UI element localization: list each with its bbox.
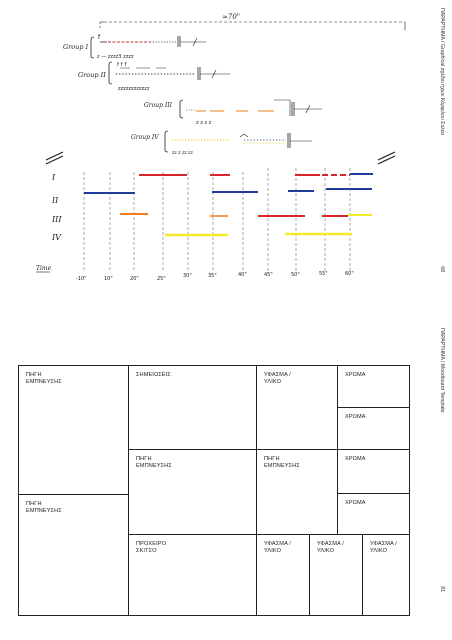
cell-label: ΣΗΜΕΙΩΣΕΙΣ	[136, 372, 171, 378]
cell-label: ΠΗΓΗ ΕΜΠΝΕΥΣΗΣ	[26, 501, 62, 514]
cell-label: ΧΡΩΜΑ	[345, 414, 366, 420]
group-4-sub: zz z zz zz	[172, 151, 193, 156]
group-2-sub: zzzzzzzzzzzz	[118, 86, 150, 92]
page-number: 68	[439, 266, 445, 272]
caption-title: ΠΑΡΑΡΤΗΜΑ / Graphical σχέδιο ήχων Κόρφιλου Σολέα	[439, 8, 445, 136]
cell-label: ΥΦΑΣΜΑ / ΥΛΙΚΟ	[264, 541, 291, 554]
cell-label: ΠΗΓΗ ΕΜΠΝΕΥΣΗΣ	[26, 372, 62, 385]
cell-label: ΥΦΑΣΜΑ / ΥΛΙΚΟ	[264, 372, 291, 385]
time-tick-9: 50"	[291, 272, 300, 278]
group-4-label: Group IV	[131, 134, 159, 141]
time-tick-3: 20"	[130, 276, 139, 282]
svg-text:f: f	[98, 34, 101, 41]
cell-label: ΥΦΑΣΜΑ / ΥΛΙΚΟ	[370, 541, 397, 554]
cell-label: ΥΦΑΣΜΑ / ΥΛΙΚΟ	[317, 541, 344, 554]
group-1-sub: z — zzzz3 zzzz	[97, 54, 134, 60]
timing-mark: ≈70"	[222, 13, 240, 21]
voice-label-1: I	[52, 173, 56, 182]
group-3-sub: z z z z	[196, 120, 212, 126]
page-number: 81	[439, 586, 445, 592]
time-tick-10: 55"	[319, 271, 328, 277]
moodboard-grid	[0, 320, 452, 640]
group-2-label: Group II	[78, 71, 106, 79]
notes-cell	[128, 365, 257, 450]
inspiration-source-cell	[128, 449, 257, 535]
time-label: Time	[36, 265, 52, 272]
time-tick-7: 40"	[238, 272, 247, 278]
cell-label: ΠΗΓΗ ΕΜΠΝΕΥΣΗΣ	[136, 456, 172, 469]
time-tick-4: 25"	[157, 276, 166, 282]
color-cell	[337, 493, 410, 535]
voice-label-3: III	[52, 215, 62, 224]
fabric-material-cell	[256, 534, 310, 616]
cell-label: ΧΡΩΜΑ	[345, 500, 366, 506]
draft-sketch-cell	[128, 534, 257, 616]
color-cell	[337, 449, 410, 494]
color-cell	[337, 365, 410, 408]
inspiration-source-cell	[18, 494, 129, 616]
cell-label: ΧΡΩΜΑ	[345, 372, 366, 378]
fabric-material-cell	[362, 534, 410, 616]
time-tick-5: 30"	[183, 273, 192, 279]
time-tick-2: 10"	[104, 276, 113, 282]
time-tick-1: -10"	[76, 276, 87, 282]
time-tick-11: 60"	[345, 271, 354, 277]
cell-label: ΧΡΩΜΑ	[345, 456, 366, 462]
moodboard-template-page	[0, 320, 452, 640]
cell-label: ΠΗΓΗ ΕΜΠΝΕΥΣΗΣ	[264, 456, 300, 469]
group-3-label: Group III	[144, 102, 172, 109]
inspiration-source-cell	[256, 449, 338, 535]
svg-text:f f f: f f f	[117, 62, 127, 68]
fabric-material-cell	[256, 365, 338, 450]
time-tick-6: 35"	[208, 273, 217, 279]
voice-label-2: II	[52, 196, 59, 205]
fabric-material-cell	[309, 534, 363, 616]
voice-label-4: IV	[52, 233, 61, 242]
group-1-label: Group I	[63, 43, 89, 51]
color-cell	[337, 407, 410, 450]
time-tick-8: 45"	[264, 272, 273, 278]
inspiration-source-cell	[18, 365, 129, 495]
cell-label: ΠΡΟΧΕΙΡΟ ΣΚΙΤΣΟ	[136, 541, 167, 554]
caption-title: ΠΑΡΑΡΤΗΜΑ / Moodboard Template	[439, 328, 445, 413]
